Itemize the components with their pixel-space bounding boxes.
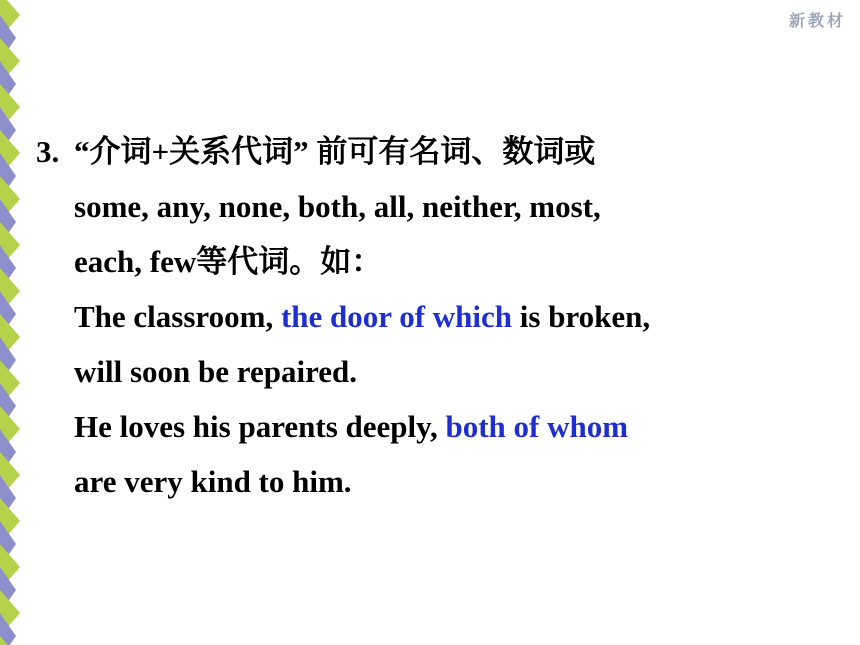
example-1-before: The classroom, [74,299,281,334]
example-1-line-1 [36,289,826,344]
point-line-3: each, few等代词。如： [74,244,383,279]
example-2-before: He loves his parents deeply, [74,409,446,444]
example-2-line-1 [36,399,826,454]
slide-content [36,124,826,509]
point-line-2: some, any, none, both, all, neither, most, [74,189,601,224]
point-heading-line [36,124,826,179]
publisher-brand: 新教材 [788,11,846,30]
example-1-line-2: will soon be repaired. [74,354,358,389]
point-number: 3. [36,134,60,169]
example-1-after: is broken, [512,299,651,334]
example-2-line-2: are very kind to him. [74,464,352,499]
point-heading: “介词+关系代词” 前可有名词、数词或 [74,134,596,169]
example-1-highlight: the door of which [280,299,513,334]
decorative-triangle-border [0,0,22,645]
example-2-highlight: both of whom [445,409,629,444]
